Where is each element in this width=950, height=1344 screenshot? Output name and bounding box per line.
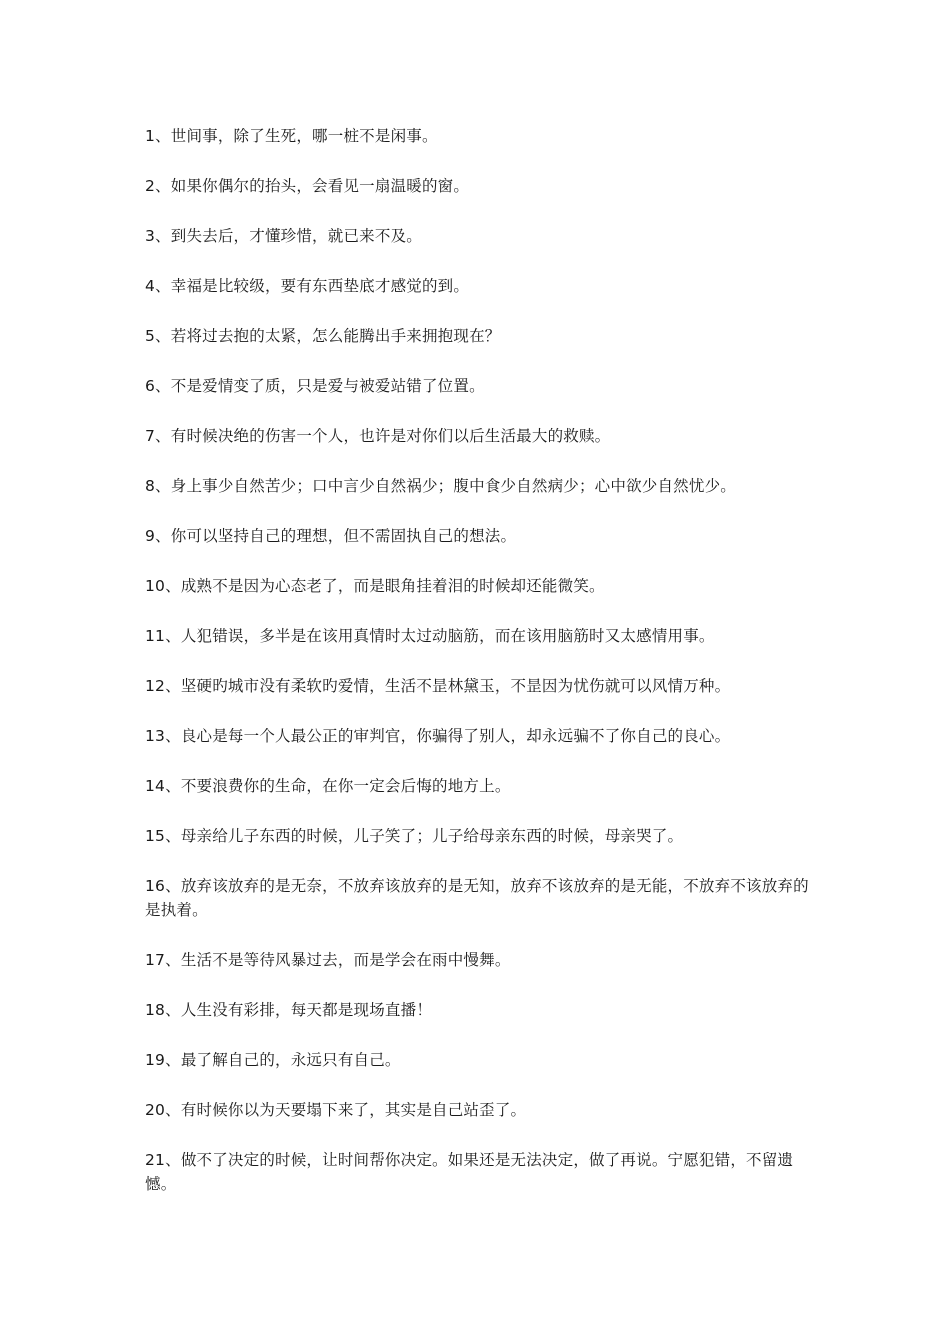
quote-item: 5、若将过去抱的太紧，怎么能腾出手来拥抱现在？ bbox=[145, 327, 501, 345]
quote-item: 19、最了解自己的，永远只有自己。 bbox=[145, 1051, 401, 1069]
quote-item: 2、如果你偶尔的抬头，会看见一扇温暖的窗。 bbox=[145, 177, 470, 195]
quote-item: 14、不要浪费你的生命，在你一定会后悔的地方上。 bbox=[145, 777, 511, 795]
quote-item: 17、生活不是等待风暴过去，而是学会在雨中慢舞。 bbox=[145, 951, 511, 969]
quote-item: 11、人犯错误，多半是在该用真情时太过动脑筋，而在该用脑筋时又太感情用事。 bbox=[145, 627, 715, 645]
quote-item: 6、不是爱情变了质，只是爱与被爱站错了位置。 bbox=[145, 377, 485, 395]
quote-item: 8、身上事少自然苦少；口中言少自然祸少；腹中食少自然病少；心中欲少自然忧少。 bbox=[145, 477, 736, 495]
quote-item: 1、世间事，除了生死，哪一桩不是闲事。 bbox=[145, 127, 438, 145]
quote-item: 9、你可以坚持自己的理想，但不需固执自己的想法。 bbox=[145, 527, 517, 545]
quote-item: 15、母亲给儿子东西的时候，儿子笑了；儿子给母亲东西的时候，母亲哭了。 bbox=[145, 827, 684, 845]
quote-item: 21、做不了决定的时候，让时间帮你决定。如果还是无法决定，做了再说。宁愿犯错，不留遗憾。 bbox=[145, 1151, 794, 1193]
quote-item: 18、人生没有彩排，每天都是现场直播！ bbox=[145, 1001, 433, 1019]
quote-item: 3、到失去后，才懂珍惜，就已来不及。 bbox=[145, 227, 422, 245]
quote-list bbox=[145, 124, 810, 1222]
quote-item: 7、有时候决绝的伤害一个人，也许是对你们以后生活最大的救赎。 bbox=[145, 427, 611, 445]
quote-item: 4、幸福是比较级，要有东西垫底才感觉的到。 bbox=[145, 277, 470, 295]
quote-item: 20、有时候你以为天要塌下来了，其实是自己站歪了。 bbox=[145, 1101, 527, 1119]
quote-item: 12、坚硬旳城市没有柔软旳爱情，生活不昰林黛玉，不昰因为忧伤就可以风情万种。 bbox=[145, 677, 731, 695]
quote-item: 16、放弃该放弃的是无奈，不放弃该放弃的是无知，放弃不该放弃的是无能，不放弃不该放弃的是执着。 bbox=[145, 877, 809, 919]
quote-item: 13、良心是每一个人最公正的审判官，你骗得了别人，却永远骗不了你自己的良心。 bbox=[145, 727, 731, 745]
quote-item: 10、成熟不是因为心态老了，而是眼角挂着泪的时候却还能微笑。 bbox=[145, 577, 605, 595]
